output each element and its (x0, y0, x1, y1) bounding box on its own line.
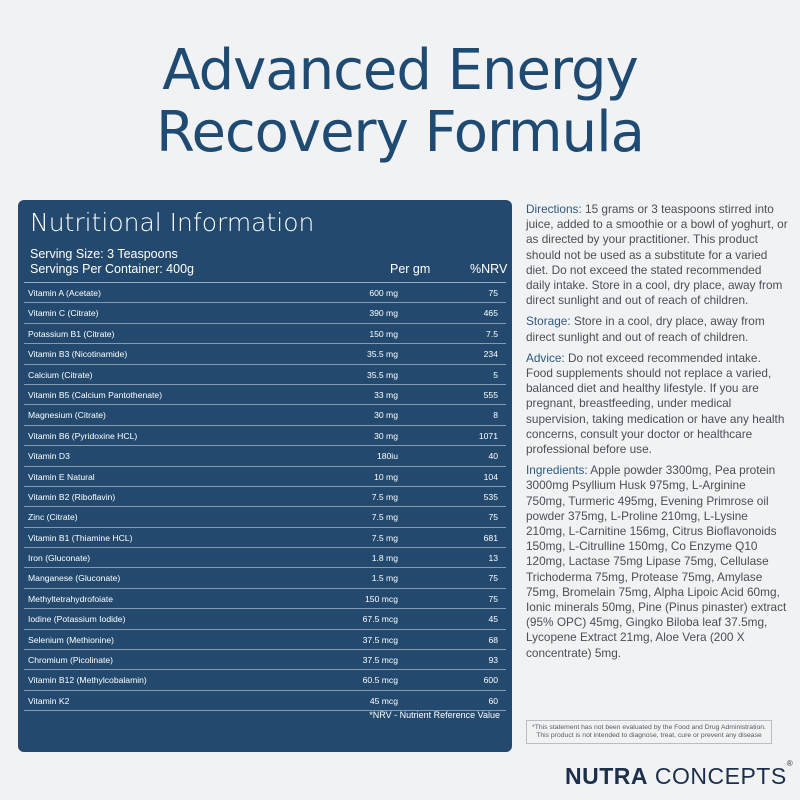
nutrient-name: Selenium (Methionine) (28, 634, 114, 645)
nutrition-row (24, 650, 506, 670)
nutrition-row (24, 344, 506, 364)
nutrient-nrv: 8 (493, 410, 498, 421)
nutrition-row (24, 589, 506, 609)
nutrient-nrv: 68 (488, 634, 498, 645)
nutrient-name: Vitamin A (Acetate) (28, 288, 101, 298)
nutrition-row (24, 467, 506, 487)
nutrient-amount: 45 mcg (369, 695, 398, 706)
nutrient-amount: 30 mg (374, 410, 398, 421)
nutrient-name: Zinc (Citrate) (28, 512, 78, 523)
nutrient-nrv: 75 (488, 288, 498, 298)
nutrition-row (24, 630, 506, 650)
registered-mark: ® (786, 759, 794, 768)
nutrient-name: Vitamin C (Citrate) (28, 308, 99, 319)
nutrition-row (24, 528, 506, 548)
nutrient-name: Vitamin E Natural (28, 471, 95, 482)
title-line-1: Advanced Energy (162, 38, 638, 103)
nutrient-amount: 150 mcg (365, 593, 398, 604)
nutrient-name: Methyltetrahydrofoiate (28, 593, 114, 604)
nutrient-nrv: 75 (488, 593, 498, 604)
nutrient-amount: 1.8 mg (371, 553, 398, 564)
ingredients-section (526, 463, 788, 661)
nutrient-amount: 60.5 mcg (362, 675, 398, 686)
nutrient-amount: 7.5 mg (371, 532, 398, 543)
nutrient-nrv: 45 (488, 614, 498, 625)
nutrition-row (24, 446, 506, 466)
ingredients-text: Apple powder 3300mg, Pea protein 3000mg Psyllium Husk 975mg, L-Arginine 750mg, Turmeric 495mg, Evening Primrose oil powder 375mg, L-Proline 210mg, L-Lysine 210mg, L-Carnitine 156mg, Citrus Bioflavonoids 150mg, L-Citrulline 150mg, Co Enzyme Q10 120mg, Lactase 75mg Lipase 75mg, Cellulase Trichoderma 75mg, Protease 75mg, Amylase 75mg, Bromelain 75mg, Alpha Lipoic Acid 60mg, Ionic minerals 50mg, Pine (Pinus pinaster) extract (95% OPC) 45mg, Gingko Biloba leaf 37.5mg, Lycopene Extract 21mg, Aloe Vera (200 X concentrate) 5mg. (526, 463, 787, 660)
nutrient-nrv: 75 (488, 512, 498, 523)
nutrient-name: Vitamin B3 (Nicotinamide) (28, 349, 128, 360)
nutrient-amount: 390 mg (369, 308, 398, 319)
nutrient-nrv: 5 (493, 369, 498, 380)
nutrition-heading: Nutritional Information (30, 208, 315, 237)
nutrient-amount: 7.5 mg (371, 491, 398, 502)
nutrient-nrv: 60 (488, 695, 498, 706)
nutrient-amount: 30 mg (374, 430, 398, 441)
column-header-nrv: %NRV (470, 262, 508, 276)
nutrient-name: Vitamin B2 (Riboflavin) (28, 491, 116, 502)
nutrient-nrv: 555 (483, 389, 498, 400)
nutrient-amount: 1.5 mg (371, 573, 398, 584)
directions-text: 15 grams or 3 teaspoons stirred into juice, added to a smoothie or a bowl of yoghurt, or as directed by your practitioner. This product should not be used as a substitute for a varied diet. Do not exceed the stated recommended daily intake. Store in a cool, dry place, away from direct sunlight and out of reach of children. (526, 202, 788, 308)
nutrient-name: Vitamin B1 (Thiamine HCL) (28, 532, 133, 543)
nutrient-nrv: 600 (483, 675, 498, 686)
nutrient-amount: 10 mg (374, 471, 398, 482)
nutrient-name: Manganese (Gluconate) (28, 573, 121, 584)
nutrition-row (24, 568, 506, 588)
nutrient-name: Vitamin K2 (28, 695, 70, 706)
nutrient-nrv: 40 (488, 451, 498, 462)
nutrient-amount: 35.5 mg (366, 349, 398, 360)
nutrition-row (24, 548, 506, 568)
nutrient-nrv: 465 (483, 308, 498, 319)
nutrition-row (24, 283, 506, 303)
nutrient-amount: 180iu (376, 451, 398, 462)
page-title (0, 40, 800, 164)
fda-disclaimer: *This statement has not been evaluated by the Food and Drug Administration. This product is not intended to diagnose, treat, cure or prevent any disease (526, 720, 772, 744)
nutrient-name: Vitamin D3 (28, 451, 70, 462)
directions-section (526, 202, 788, 308)
nutrition-row (24, 487, 506, 507)
storage-section (526, 314, 788, 344)
nutrient-name: Vitamin B5 (Calcium Pantothenate) (28, 389, 163, 400)
nutrient-nrv: 93 (488, 655, 498, 666)
nutrient-name: Iodine (Potassium Iodide) (28, 614, 126, 625)
nutrition-row (24, 365, 506, 385)
serving-info (30, 247, 194, 277)
nrv-footnote: *NRV - Nutrient Reference Value (369, 710, 500, 720)
nutrition-row (24, 507, 506, 527)
nutrition-row (24, 385, 506, 405)
nutrient-amount: 67.5 mcg (362, 614, 398, 625)
directions-label: Directions: (526, 202, 582, 216)
advice-text: Do not exceed recommended intake. Food supplements should not replace a varied, balanced diet and healthy lifestyle. If you are pregnant, breastfeeding, under medical supervision, taking medication or have any health concerns, consult your doctor or healthcare professional before use. (526, 350, 785, 457)
nutrient-nrv: 1071 (478, 430, 498, 441)
nutrition-row (24, 609, 506, 629)
title-line-2: Recovery Formula (156, 100, 644, 165)
nutrition-row (24, 303, 506, 323)
nutrient-nrv: 104 (483, 471, 498, 482)
nutrient-amount: 35.5 mg (366, 369, 398, 380)
nutrient-nrv: 7.5 (486, 328, 498, 339)
nutrient-amount: 150 mg (369, 328, 398, 339)
nutrient-amount: 33 mg (374, 389, 398, 400)
storage-text: Store in a cool, dry place, away from direct sunlight and out of reach of children. (526, 314, 765, 344)
nutrition-row (24, 324, 506, 344)
nutrient-amount: 600 mg (369, 288, 398, 298)
servings-per-container: Servings Per Container: 400g (30, 262, 194, 276)
nutrient-nrv: 13 (488, 553, 498, 564)
column-header-per-gm: Per gm (390, 262, 431, 276)
nutrient-name: Vitamin B12 (Methylcobalamin) (28, 675, 147, 686)
advice-section (526, 351, 788, 457)
serving-size: Serving Size: 3 Teaspoons (30, 247, 178, 261)
nutrient-name: Magnesium (Citrate) (28, 410, 106, 421)
nutrient-nrv: 535 (483, 491, 498, 502)
nutrition-row (24, 691, 506, 711)
nutrient-amount: 37.5 mcg (362, 634, 398, 645)
nutrient-nrv: 234 (483, 349, 498, 360)
nutrient-nrv: 681 (483, 532, 498, 543)
nutrient-name: Vitamin B6 (Pyridoxine HCL) (28, 430, 138, 441)
nutrient-nrv: 75 (488, 573, 498, 584)
nutrient-amount: 7.5 mg (371, 512, 398, 523)
advice-label: Advice: (526, 350, 565, 365)
nutrient-name: Potassium B1 (Citrate) (28, 328, 115, 339)
nutrient-amount: 37.5 mcg (362, 655, 398, 666)
ingredients-label: Ingredients: (526, 463, 588, 478)
brand-name-light: CONCEPTS (648, 763, 787, 789)
nutrient-name: Chromium (Picolinate) (28, 655, 114, 666)
nutrition-panel (18, 200, 512, 752)
brand-logo (565, 759, 794, 790)
storage-label: Storage: (526, 314, 571, 329)
nutrition-row (24, 670, 506, 690)
brand-name-bold: NUTRA (565, 763, 648, 789)
nutrition-table (24, 282, 506, 711)
nutrient-name: Calcium (Citrate) (28, 369, 93, 380)
nutrient-name: Iron (Gluconate) (28, 553, 91, 564)
info-column (526, 202, 788, 667)
nutrition-row (24, 426, 506, 446)
nutrition-row (24, 405, 506, 425)
